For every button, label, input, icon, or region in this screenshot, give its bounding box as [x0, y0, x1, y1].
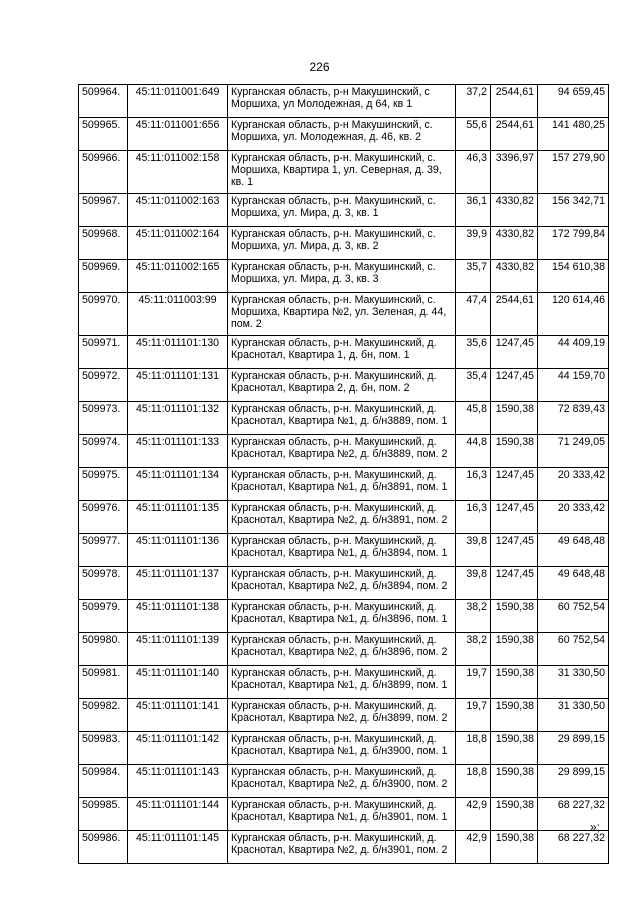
cadastral-number-cell: 45:11:011101:139	[128, 633, 228, 666]
row-number-cell: 509970.	[79, 293, 128, 336]
cadastral-number-cell: 45:11:011101:136	[128, 534, 228, 567]
row-number-cell: 509967.	[79, 194, 128, 227]
cadastral-number-cell: 45:11:011101:135	[128, 501, 228, 534]
area-cell: 16,3	[456, 501, 491, 534]
total-value-cell: 94 659,45	[538, 85, 609, 118]
area-cell: 16,3	[456, 468, 491, 501]
area-cell: 42,9	[456, 831, 491, 864]
table-row	[79, 227, 609, 260]
table-row	[79, 151, 609, 194]
unit-price-cell: 4330,82	[491, 227, 538, 260]
total-value-cell: 60 752,54	[538, 633, 609, 666]
cadastral-number-cell: 45:11:011001:656	[128, 118, 228, 151]
table-row	[79, 402, 609, 435]
address-cell: Курганская область, р-н. Макушинский, д. Краснотал, Квартира №1, д. б/н3901, пом. 1	[228, 798, 456, 831]
unit-price-cell: 1590,38	[491, 666, 538, 699]
cadastral-number-cell: 45:11:011003:99	[128, 293, 228, 336]
row-number-cell: 509968.	[79, 227, 128, 260]
table-row	[79, 85, 609, 118]
row-number-cell: 509964.	[79, 85, 128, 118]
area-cell: 45,8	[456, 402, 491, 435]
area-cell: 19,7	[456, 699, 491, 732]
unit-price-cell: 1247,45	[491, 468, 538, 501]
total-value-cell: 71 249,05	[538, 435, 609, 468]
cadastral-number-cell: 45:11:011101:130	[128, 336, 228, 369]
address-cell: Курганская область, р-н Макушинский, с Моршиха, ул Молодежная, д 64, кв 1	[228, 85, 456, 118]
unit-price-cell: 1590,38	[491, 765, 538, 798]
row-number-cell: 509979.	[79, 600, 128, 633]
total-value-cell: 154 610,38	[538, 260, 609, 293]
unit-price-cell: 1247,45	[491, 534, 538, 567]
address-cell: Курганская область, р-н. Макушинский, д. Краснотал, Квартира №1, д. б/н3899, пом. 1	[228, 666, 456, 699]
total-value-cell: 49 648,48	[538, 534, 609, 567]
cadastral-number-cell: 45:11:011101:137	[128, 567, 228, 600]
address-cell: Курганская область, р-н. Макушинский, д. Краснотал, Квартира №2, д. б/н3900, пом. 2	[228, 765, 456, 798]
table-row	[79, 732, 609, 765]
table-row	[79, 260, 609, 293]
table-row	[79, 666, 609, 699]
total-value-cell: 31 330,50	[538, 699, 609, 732]
address-cell: Курганская область, р-н Макушинский, с. Моршиха, ул. Молодежная, д. 46, кв. 2	[228, 118, 456, 151]
total-value-cell: 20 333,42	[538, 468, 609, 501]
unit-price-cell: 2544,61	[491, 293, 538, 336]
address-cell: Курганская область, р-н. Макушинский, д. Краснотал, Квартира №2, д. б/н3891, пом. 2	[228, 501, 456, 534]
cadastral-number-cell: 45:11:011002:165	[128, 260, 228, 293]
total-value-cell: 120 614,46	[538, 293, 609, 336]
unit-price-cell: 1247,45	[491, 369, 538, 402]
row-number-cell: 509974.	[79, 435, 128, 468]
table-row	[79, 798, 609, 831]
row-number-cell: 509977.	[79, 534, 128, 567]
unit-price-cell: 1590,38	[491, 732, 538, 765]
total-value-cell: 44 159,70	[538, 369, 609, 402]
cadastral-number-cell: 45:11:011101:131	[128, 369, 228, 402]
cadastral-number-cell: 45:11:011101:141	[128, 699, 228, 732]
unit-price-cell: 2544,61	[491, 118, 538, 151]
area-cell: 42,9	[456, 798, 491, 831]
unit-price-cell: 1590,38	[491, 435, 538, 468]
area-cell: 39,8	[456, 567, 491, 600]
area-cell: 55,6	[456, 118, 491, 151]
total-value-cell: 68 227,32	[538, 798, 609, 831]
area-cell: 39,8	[456, 534, 491, 567]
address-cell: Курганская область, р-н. Макушинский, с. Моршиха, Квартира №2, ул. Зеленая, д. 44, пом. 2	[228, 293, 456, 336]
table-row	[79, 336, 609, 369]
cadastral-number-cell: 45:11:011001:649	[128, 85, 228, 118]
total-value-cell: 72 839,43	[538, 402, 609, 435]
unit-price-cell: 1247,45	[491, 501, 538, 534]
table-row	[79, 369, 609, 402]
table-row	[79, 118, 609, 151]
address-cell: Курганская область, р-н. Макушинский, д. Краснотал, Квартира №1, д. б/н3891, пом. 1	[228, 468, 456, 501]
row-number-cell: 509965.	[79, 118, 128, 151]
unit-price-cell: 1247,45	[491, 336, 538, 369]
row-number-cell: 509975.	[79, 468, 128, 501]
unit-price-cell: 4330,82	[491, 260, 538, 293]
address-cell: Курганская область, р-н. Макушинский, д. Краснотал, Квартира 2, д. бн, пом. 2	[228, 369, 456, 402]
row-number-cell: 509972.	[79, 369, 128, 402]
area-cell: 35,6	[456, 336, 491, 369]
total-value-cell: 44 409,19	[538, 336, 609, 369]
unit-price-cell: 1590,38	[491, 600, 538, 633]
address-cell: Курганская область, р-н. Макушинский, с. Моршиха, ул. Мира, д. 3, кв. 3	[228, 260, 456, 293]
area-cell: 46,3	[456, 151, 491, 194]
area-cell: 35,7	[456, 260, 491, 293]
row-number-cell: 509983.	[79, 732, 128, 765]
cadastral-number-cell: 45:11:011101:143	[128, 765, 228, 798]
address-cell: Курганская область, р-н. Макушинский, д. Краснотал, Квартира 1, д. бн, пом. 1	[228, 336, 456, 369]
table-row	[79, 468, 609, 501]
unit-price-cell: 1590,38	[491, 699, 538, 732]
address-cell: Курганская область, р-н. Макушинский, д. Краснотал, Квартира №1, д. б/н3894, пом. 1	[228, 534, 456, 567]
unit-price-cell: 1590,38	[491, 831, 538, 864]
table-row	[79, 534, 609, 567]
unit-price-cell: 3396,97	[491, 151, 538, 194]
address-cell: Курганская область, р-н. Макушинский, д. Краснотал, Квартира №1, д. б/н3889, пом. 1	[228, 402, 456, 435]
table-row	[79, 765, 609, 798]
table-row	[79, 435, 609, 468]
area-cell: 18,8	[456, 732, 491, 765]
unit-price-cell: 1590,38	[491, 798, 538, 831]
cadastral-number-cell: 45:11:011002:158	[128, 151, 228, 194]
total-value-cell: 29 899,15	[538, 732, 609, 765]
row-number-cell: 509969.	[79, 260, 128, 293]
total-value-cell: 60 752,54	[538, 600, 609, 633]
table-row	[79, 699, 609, 732]
total-value-cell: 29 899,15	[538, 765, 609, 798]
table-row	[79, 501, 609, 534]
unit-price-cell: 1590,38	[491, 633, 538, 666]
area-cell: 47,4	[456, 293, 491, 336]
area-cell: 38,2	[456, 600, 491, 633]
area-cell: 35,4	[456, 369, 491, 402]
total-value-cell: 172 799,84	[538, 227, 609, 260]
total-value-cell: 20 333,42	[538, 501, 609, 534]
address-cell: Курганская область, р-н. Макушинский, д. Краснотал, Квартира №2, д. б/н3901, пом. 2	[228, 831, 456, 864]
address-cell: Курганская область, р-н. Макушинский, с. Моршиха, Квартира 1, ул. Северная, д. 39, кв. 1	[228, 151, 456, 194]
table-row	[79, 293, 609, 336]
address-cell: Курганская область, р-н. Макушинский, с. Моршиха, ул. Мира, д. 3, кв. 2	[228, 227, 456, 260]
cadastral-number-cell: 45:11:011101:140	[128, 666, 228, 699]
total-value-cell: 156 342,71	[538, 194, 609, 227]
address-cell: Курганская область, р-н. Макушинский, д. Краснотал, Квартира №2, д. б/н3894, пом. 2	[228, 567, 456, 600]
cadastral-number-cell: 45:11:011101:142	[128, 732, 228, 765]
address-cell: Курганская область, р-н. Макушинский, д. Краснотал, Квартира №2, д. б/н3899, пом. 2	[228, 699, 456, 732]
address-cell: Курганская область, р-н. Макушинский, д. Краснотал, Квартира №1, д. б/н3900, пом. 1	[228, 732, 456, 765]
table-row	[79, 633, 609, 666]
row-number-cell: 509980.	[79, 633, 128, 666]
area-cell: 19,7	[456, 666, 491, 699]
cadastral-number-cell: 45:11:011101:134	[128, 468, 228, 501]
row-number-cell: 509973.	[79, 402, 128, 435]
area-cell: 37,2	[456, 85, 491, 118]
total-value-cell: 31 330,50	[538, 666, 609, 699]
area-cell: 39,9	[456, 227, 491, 260]
page-number: 226	[309, 60, 330, 74]
area-cell: 36,1	[456, 194, 491, 227]
area-cell: 18,8	[456, 765, 491, 798]
closing-mark: »;	[590, 820, 601, 834]
address-cell: Курганская область, р-н. Макушинский, д. Краснотал, Квартира №2, д. б/н3889, пом. 2	[228, 435, 456, 468]
address-cell: Курганская область, р-н. Макушинский, д. Краснотал, Квартира №1, д. б/н3896, пом. 1	[228, 600, 456, 633]
address-cell: Курганская область, р-н. Макушинский, с. Моршиха, ул. Мира, д. 3, кв. 1	[228, 194, 456, 227]
total-value-cell: 141 480,25	[538, 118, 609, 151]
table-body	[79, 85, 609, 864]
unit-price-cell: 4330,82	[491, 194, 538, 227]
cadastral-number-cell: 45:11:011101:133	[128, 435, 228, 468]
table-row	[79, 600, 609, 633]
unit-price-cell: 1590,38	[491, 402, 538, 435]
cadastral-number-cell: 45:11:011101:138	[128, 600, 228, 633]
total-value-cell: 68 227,32	[538, 831, 609, 864]
unit-price-cell: 2544,61	[491, 85, 538, 118]
table-row	[79, 567, 609, 600]
cadastral-number-cell: 45:11:011002:163	[128, 194, 228, 227]
row-number-cell: 509986.	[79, 831, 128, 864]
cadastral-number-cell: 45:11:011101:145	[128, 831, 228, 864]
row-number-cell: 509981.	[79, 666, 128, 699]
row-number-cell: 509966.	[79, 151, 128, 194]
row-number-cell: 509971.	[79, 336, 128, 369]
cadastral-number-cell: 45:11:011002:164	[128, 227, 228, 260]
row-number-cell: 509976.	[79, 501, 128, 534]
row-number-cell: 509982.	[79, 699, 128, 732]
row-number-cell: 509978.	[79, 567, 128, 600]
address-cell: Курганская область, р-н. Макушинский, д. Краснотал, Квартира №2, д. б/н3896, пом. 2	[228, 633, 456, 666]
area-cell: 44,8	[456, 435, 491, 468]
row-number-cell: 509984.	[79, 765, 128, 798]
unit-price-cell: 1247,45	[491, 567, 538, 600]
cadastral-number-cell: 45:11:011101:132	[128, 402, 228, 435]
row-number-cell: 509985.	[79, 798, 128, 831]
total-value-cell: 49 648,48	[538, 567, 609, 600]
total-value-cell: 157 279,90	[538, 151, 609, 194]
area-cell: 38,2	[456, 633, 491, 666]
property-register-table	[78, 84, 609, 864]
cadastral-number-cell: 45:11:011101:144	[128, 798, 228, 831]
table-row	[79, 194, 609, 227]
table-row	[79, 831, 609, 864]
